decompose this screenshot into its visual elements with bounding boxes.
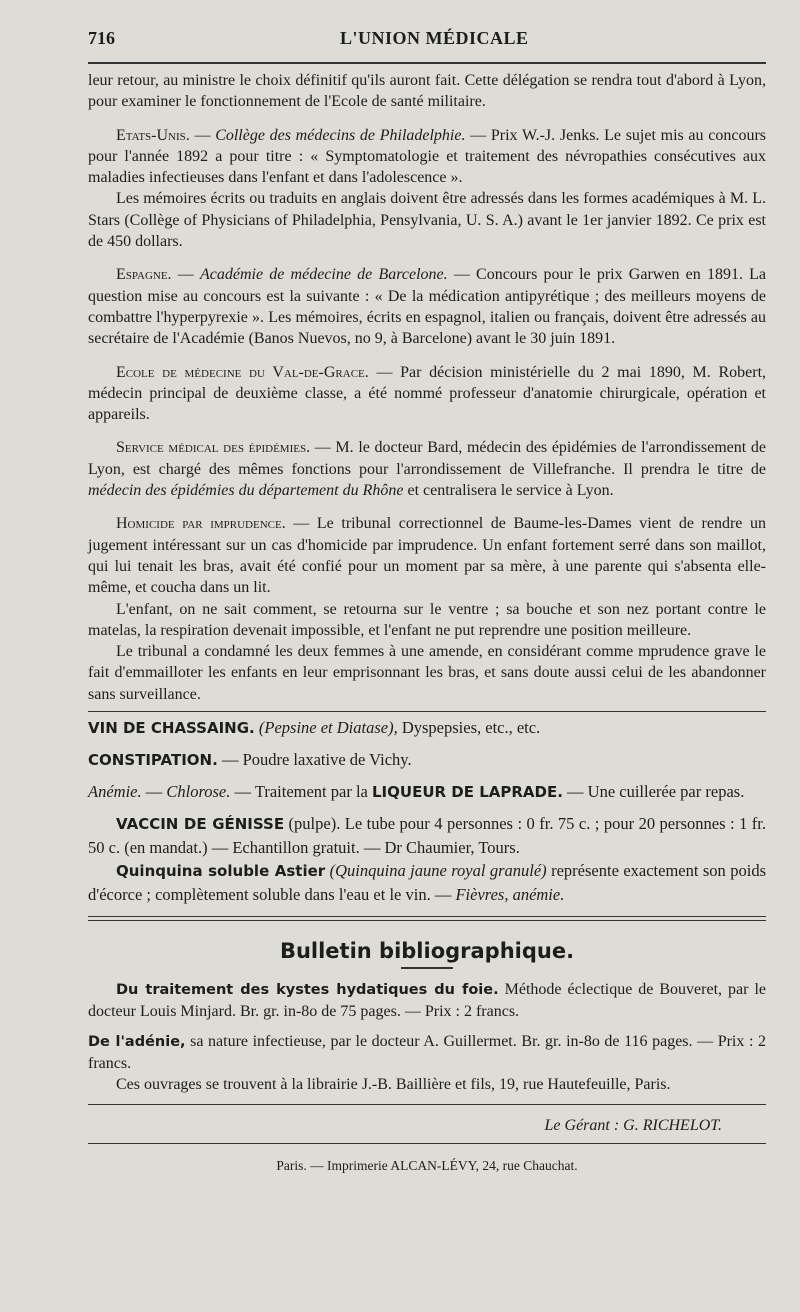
bib-item-2 — [88, 1031, 766, 1075]
advertisements — [88, 716, 766, 906]
homicide-paragraph-3: Le tribunal a condamné les deux femmes à une amende, en considérant comme mprudence grave le fait d'emmailloter les enfants en leur emprisonnant les bras, et sans doute aussi celui de les abandonner sans surveillance. — [88, 643, 766, 703]
short-rule — [401, 967, 453, 969]
journal-title: L'UNION MÉDICALE — [340, 28, 529, 48]
section-rule — [88, 711, 766, 712]
ad-text: (pulpe). Le tube pour 4 personnes : 0 fr. 75 c. ; pour 20 personnes : 1 fr. 50 c. (en mandat.) — Echantillon gratuit. — Dr Chaumier, Tours. — [88, 814, 766, 858]
footer-rule — [88, 1104, 766, 1105]
section-label: Etats-Unis. — [116, 126, 190, 144]
ad-italic: (Quinquina jaune royal granulé) — [325, 861, 547, 881]
ad-name: VIN DE CHASSAING. — [88, 719, 255, 738]
val-de-grace-paragraph — [88, 362, 766, 426]
title-italic: médecin des épidémies du département du Rhône — [88, 482, 404, 500]
espagne-paragraph: Espagne. — Académie de médecine de Barcelone. — Concours pour le prix Garwen en 1891. La question mise au concours est la suivante : « De la médication antipyrétique ; des meilleurs moyens de combattre l'hyperpyrexie ». Les mémoires, écrits en espagnol, italien ou français, doivent être adressés au secrétaire de l'Académie (Banos Nuevos, no 9, à Barcelone) avant le 30 juin 1891. — [88, 266, 767, 348]
ad-text: représente exactement son poids d'écorce ; complètement soluble dans l'eau et le vin. — — [88, 861, 766, 905]
intro-paragraph: leur retour, au ministre le choix définitif qu'ils auront fait. Cette délégation se rendra tout d'abord à Lyon, pour examiner le fonctionnement de l'Ecole de santé militaire. — [88, 72, 766, 111]
bulletin-title: Bulletin bibliographique. — [279, 939, 575, 964]
ad-vaccin — [88, 812, 766, 859]
section-label: Service médical des épidémies. — [116, 439, 311, 457]
paragraph-text: — Le tribunal correctionnel de Baume-les-Dames vient de rendre un jugement intéressant sur un cas d'homicide par imprudence. Un enfant fortement serré dans son maillot, qui lui tenait les bras, avait été confié pour un moment par sa mère, à une parente qui s'absenta elle-même, et coucha dans un lit. — [88, 515, 766, 597]
ad-constipation — [88, 748, 766, 772]
ad-italic: (Pepsine et Diatase), — [258, 718, 398, 738]
section-label: Homicide par imprudence. — [116, 515, 286, 533]
ad-italic: Fièvres, anémie. — [455, 885, 565, 905]
ad-text: — Une cuillerée par repas. — [562, 782, 745, 802]
institution-name: Collège des médecins de Philadelphie. — [215, 126, 466, 144]
etats-unis-paragraph-2: Les mémoires écrits ou traduits en anglais doivent être adressés dans les formes académiques à M. L. Stars (Collège of Physicians of Philadelphia, Pensylvania, U. S. A.) avant le 1er janvier 1892. Ce prix est de 450 dollars. — [88, 190, 766, 251]
ad-quinquina — [88, 859, 766, 906]
page-number: 716 — [88, 28, 115, 48]
ad-anemie — [88, 780, 766, 804]
bib-title: De l'adénie, — [88, 1033, 186, 1050]
etats-unis-paragraph: Etats-Unis. — Collège des médecins de Philadelphie. — Prix W.-J. Jenks. Le sujet mis au concours pour l'année 1892 a pour titre : « Symptomatologie et traitement des névropathies consécutives aux maladies infectieuses dans l'enfant et dans l'adolescence ». — [88, 126, 766, 187]
section-label: Espagne. — [116, 266, 172, 284]
ad-name: VACCIN DE GÉNISSE — [116, 815, 285, 834]
paragraph-text: et centralisera le service à Lyon. — [403, 482, 614, 500]
ad-text: Dyspepsies, etc., etc. — [397, 718, 541, 738]
bib-item-1 — [88, 979, 766, 1023]
bib-title: Du traitement des kystes hydatiques du foie. — [116, 982, 499, 999]
ad-separator: — — [141, 782, 167, 802]
ad-italic: Anémie. — [88, 782, 142, 802]
ad-text: — Traitement par la — [230, 782, 372, 802]
bib-text: Méthode éclectique de Bouveret, par le docteur Louis Minjard. Br. gr. in-8o de 75 pages. — Prix : 2 francs. — [88, 981, 766, 1021]
page-header — [88, 28, 766, 58]
bib-text: sa nature infectieuse, par le docteur A. Guillermet. Br. gr. in-8o de 116 pages. — Prix : 2 francs. — [88, 1032, 766, 1072]
double-rule — [88, 916, 766, 921]
institution-name: Académie de médecine de Barcelone. — [199, 266, 448, 284]
section-label: Ecole de médecine du Val-de-Grace. — [116, 363, 369, 381]
ad-italic: Chlorose. — [166, 782, 231, 802]
paragraph-text: — M. le docteur Bard, médecin des épidémies de l'arrondissement de Lyon, est chargé des mêmes fonctions pour l'arrondissement de Villefranche. Il prendra le titre de — [88, 439, 766, 478]
ad-name: LIQUEUR DE LAPRADE. — [372, 783, 563, 802]
paragraph-text: — Prix W.-J. Jenks. Le sujet mis au concours pour l'année 1892 a pour titre : « Symptomatologie et traitement des névropathies consécutives aux maladies infectieuses dans l'enfant et dans l'adolescence ». — [88, 126, 766, 187]
printer-line: Paris. — Imprimerie ALCAN-LÉVY, 24, rue Chauchat. — [276, 1157, 578, 1173]
bib-note: Ces ouvrages se trouvent à la librairie J.-B. Baillière et fils, 19, rue Hautefeuille, Paris. — [116, 1076, 671, 1094]
ad-name: Quinquina soluble Astier — [116, 862, 326, 881]
homicide-paragraph-2: L'enfant, on ne sait comment, se retourna sur le ventre ; sa bouche et son nez portant contre le matelas, la respiration devenait impossible, et l'enfant ne put reprendre une position meilleure. — [88, 600, 766, 639]
footer-rule-2 — [88, 1143, 766, 1144]
epidemies-paragraph — [88, 437, 766, 501]
header-rule — [88, 62, 766, 64]
ad-vin — [88, 716, 766, 740]
gerant-signature: Le Gérant : G. RICHELOT. — [544, 1116, 722, 1134]
homicide-paragraph — [88, 513, 766, 598]
ad-name: CONSTIPATION. — [88, 751, 218, 770]
paragraph-text: — Concours pour le prix Garwen en 1891. La question mise au concours est la suivante : « De la médication antipyrétique ; des meilleurs moyens de combattre l'hyperpyrexie ». Les mémoires, écrits en espagnol, italien ou français, doivent être adressés au secrétaire de l'Académie (Banos Nuevos, no 9, à Barcelone) avant le 30 juin 1891. — [88, 266, 767, 348]
ad-text: — Poudre laxative de Vichy. — [217, 750, 412, 770]
paragraph-text: — Par décision ministérielle du 2 mai 1890, M. Robert, médecin principal de deuxième classe, a été nommé professeur d'anatomie chirurgicale, opération et appareils. — [88, 363, 767, 424]
